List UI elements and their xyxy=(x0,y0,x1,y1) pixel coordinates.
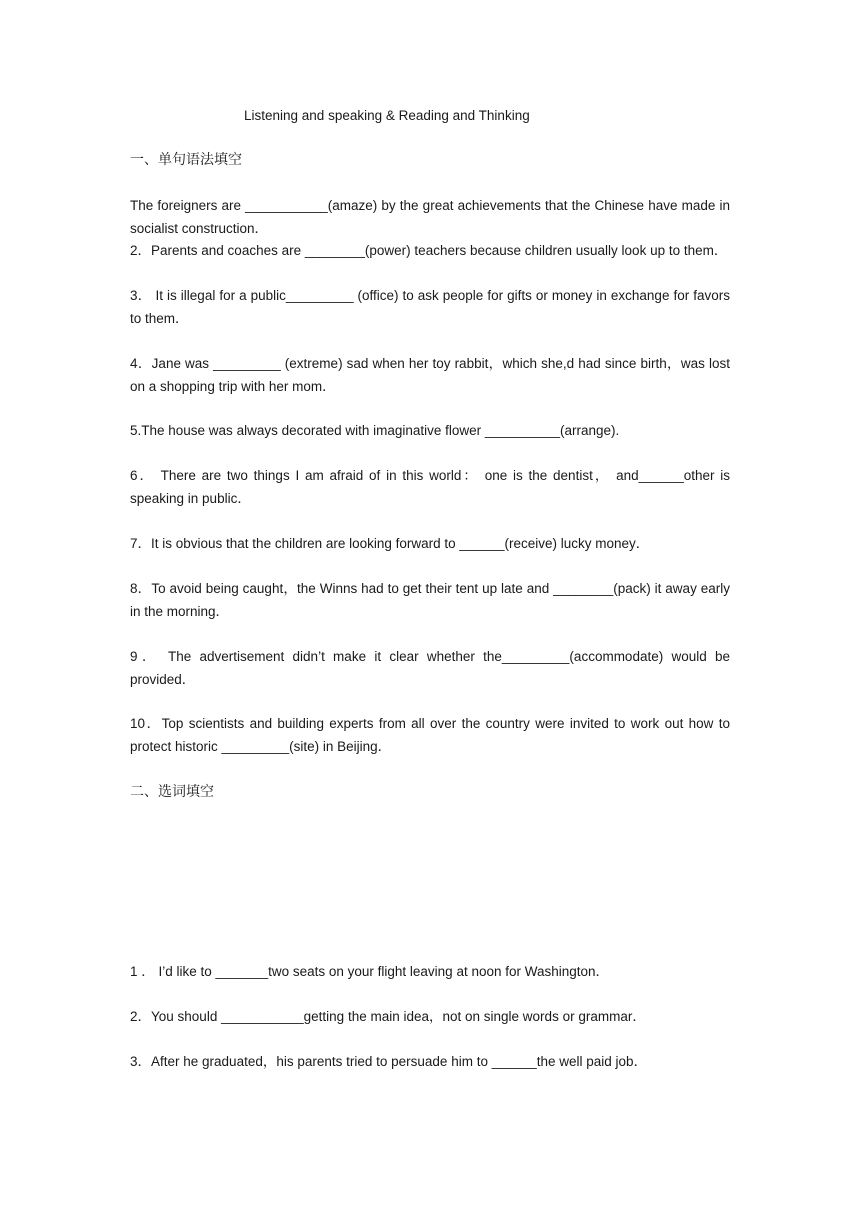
exercise-item: 3．After he graduated，his parents tried to persuade him to ______the well paid job． xyxy=(130,1054,648,1069)
section-heading-grammar: 一、单句语法填空 xyxy=(130,152,242,168)
document-title: Listening and speaking & Reading and Thinking xyxy=(244,108,530,123)
exercise-item: 5.The house was always decorated with imaginative flower __________(arrange). xyxy=(130,423,620,438)
exercise-item: 2．Parents and coaches are ________(power) teachers because children usually look up to them． xyxy=(130,243,728,258)
exercise-item: 3． It is illegal for a public_________ (office) to ask people for gifts or money in exchange for favors to them． xyxy=(130,288,730,326)
exercise-item: 10．Top scientists and building experts from all over the country were invited to work out how to protect historic _________(site) in Beijing． xyxy=(130,716,730,754)
exercise-item: 4．Jane was _________ (extreme) sad when her toy rabbit，which she,d had since birth，was lost on a shopping trip with her mom． xyxy=(130,356,730,394)
exercise-item: 7．It is obvious that the children are looking forward to ______(receive) lucky money． xyxy=(130,536,650,551)
exercise-item: 9． The advertisement didn’t make it clear whether the_________(accommodate) would be provided． xyxy=(130,649,730,687)
exercise-item: 2．You should ___________getting the main idea，not on single words or grammar． xyxy=(130,1009,646,1024)
exercise-item: The foreigners are ___________(amaze) by the great achievements that the Chinese have made in socialist construction． xyxy=(130,198,730,236)
exercise-item: 1 ． I’d like to _______two seats on your flight leaving at noon for Washington． xyxy=(130,964,610,979)
section-heading-word-choice: 二、选词填空 xyxy=(130,784,214,800)
exercise-item: 8．To avoid being caught，the Winns had to get their tent up late and ________(pack) it away early in the morning． xyxy=(130,581,730,619)
exercise-item: 6． There are two things I am afraid of in this world： one is the dentist， and______other is speaking in public． xyxy=(130,468,730,506)
